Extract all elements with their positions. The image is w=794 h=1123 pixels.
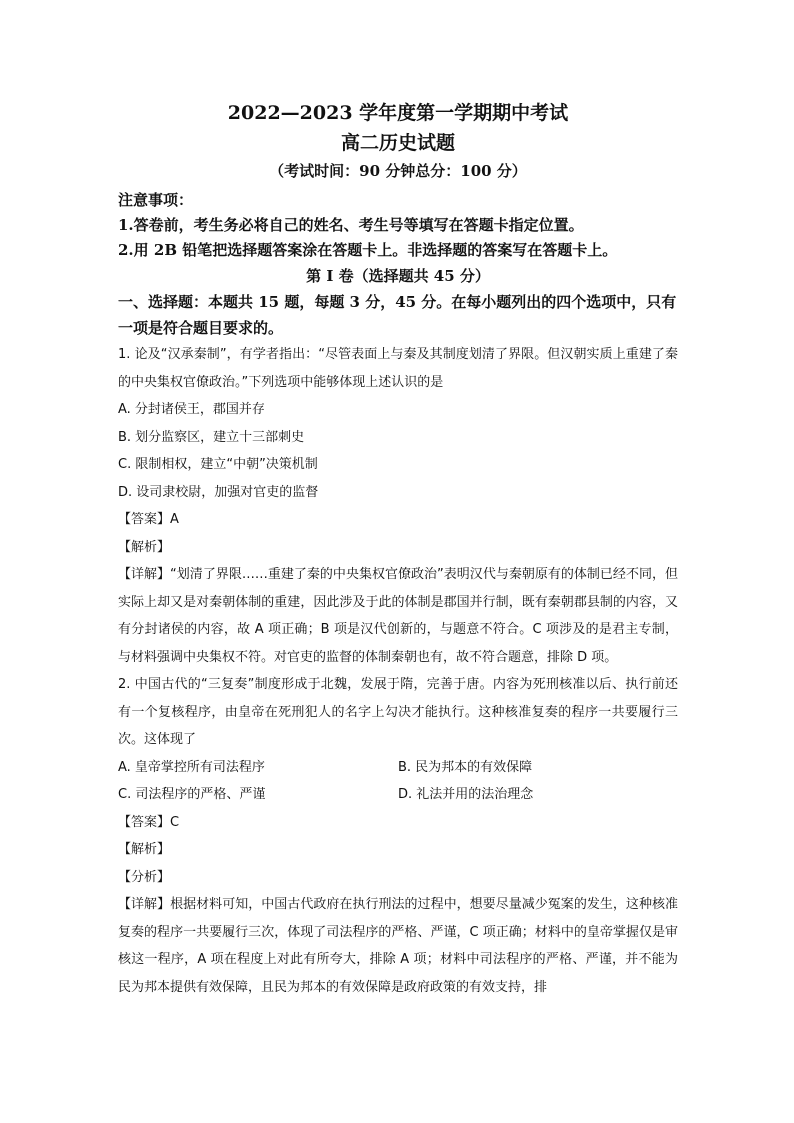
question-1-option-d: D. 设司隶校尉，加强对官吏的监督 xyxy=(118,484,319,500)
question-2-stem: 2. 中国古代的“三复奏”制度形成于北魏，发展于隋，完善于唐。内容为死刑核准以后、执行前还有一个复核程序，由皇帝在死刑犯人的名字上勾决才能执行。这种核准复奏的程序一共要履行三次。这体现了 xyxy=(118,677,678,747)
section-heading: 第 I 卷（选择题共 45 分） xyxy=(306,267,490,285)
question-1-answer: 【答案】A xyxy=(118,512,179,527)
question-2-option-c: C. 司法程序的严格、严谨 xyxy=(118,787,266,802)
question-2-option-b: B. 民为邦本的有效保障 xyxy=(398,759,533,775)
question-1-option-a: A. 分封诸侯王，郡国并存 xyxy=(118,402,265,417)
question-2-fenxi-label: 【分析】 xyxy=(118,869,171,885)
question-2-detail: 【详解】根据材料可知，中国古代政府在执行刑法的过程中，想要尽量减少冤案的发生，这种核准复奏的程序一共要履行三次，体现了司法程序的严格、严谨，C 项正确；材料中的皇帝掌握仅是审核这一程序，A 项在程度上对此有所夸大，排除 A 项；材料中司法程序的严格、严谨，并不能为民为邦本提供有效保障，且民为邦本的有效保障是政府政策的有效支持，排 xyxy=(118,897,678,995)
question-2-answer: 【答案】C xyxy=(118,814,180,830)
notice-item-1: 1.答卷前，考生务必将自己的姓名、考生号等填写在答题卡指定位置。 xyxy=(118,216,584,234)
question-2-analysis-label: 【解析】 xyxy=(118,842,171,857)
question-2-option-a: A. 皇帝掌控所有司法程序 xyxy=(118,759,265,775)
notice-item-2: 2.用 2B 铅笔把选择题答案涂在答题卡上。非选择题的答案写在答题卡上。 xyxy=(118,241,618,259)
question-2-option-d: D. 礼法并用的法治理念 xyxy=(398,787,534,802)
question-1-option-b: B. 划分监察区，建立十三部刺史 xyxy=(118,429,305,445)
question-2-options-row-2 xyxy=(118,781,678,809)
notice-heading: 注意事项： xyxy=(118,191,194,209)
question-1-stem: 1. 论及“汉承秦制”，有学者指出：“尽管表面上与秦及其制度划清了界限。但汉朝实质上重建了秦的中央集权官僚政治。”下列选项中能够体现上述认识的是 xyxy=(118,347,678,390)
question-1-detail: 【详解】“划清了界限……重建了秦的中央集权官僚政治”表明汉代与秦朝原有的体制已经不同，但实际上却又是对秦朝体制的重建，因此涉及于此的体制是郡国并行制，既有秦朝郡县制的内容，又有分封诸侯的内容，故 A 项正确；B 项是汉代创新的，与题意不符合。C 项涉及的是君主专制，与材料强调中央集权不符。对官吏的监督的体制秦朝也有，故不符合题意，排除 D 项。 xyxy=(118,567,678,665)
exam-title: 2022—2023 学年度第一学期期中考试 xyxy=(227,102,569,124)
question-1-analysis-label: 【解析】 xyxy=(118,539,171,555)
page-content xyxy=(118,98,678,1001)
exam-subtitle: 高二历史试题 xyxy=(340,132,455,154)
section-instruction: 一、选择题：本题共 15 题，每题 3 分，45 分。在每小题列出的四个选项中，只有一项是符合题目要求的。 xyxy=(118,293,677,337)
question-1-option-c: C. 限制相权，建立“中朝”决策机制 xyxy=(118,457,318,472)
question-2-options-row-1 xyxy=(118,754,678,782)
exam-time: （考试时间：90 分钟总分：100 分） xyxy=(269,162,527,180)
